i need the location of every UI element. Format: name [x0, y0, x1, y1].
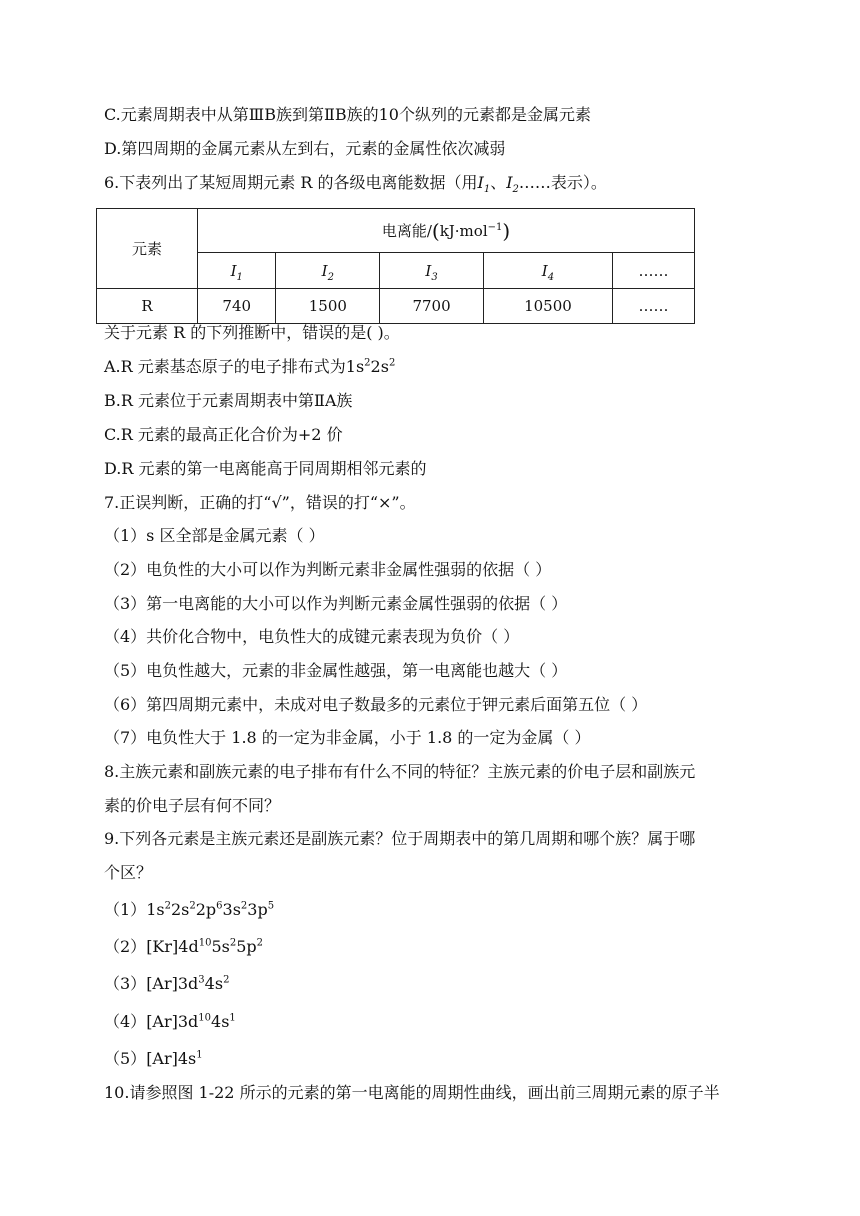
q9-item-2: $(2)[Kr]4d^{10}5s^25p^2$ — [104, 937, 263, 956]
table-cell-i3: 7700 — [380, 289, 484, 324]
table-header-element: 元素 — [97, 209, 198, 289]
ionization-energy-table — [96, 208, 695, 324]
symbol-i2: $I_2$ — [506, 173, 519, 196]
q6-question: 关于元素 R 的下列推断中，错误的是( )。 — [104, 323, 400, 342]
q8-line-1: 8.主族元素和副族元素的电子排布有什么不同的特征？主族元素的价电子层和副族元 — [104, 762, 696, 781]
table-header-energy: 电离能/(kJ·mol$^{-1}$) — [198, 209, 695, 253]
q5-option-c: C.元素周期表中从第ⅢB族到第ⅡB族的10个纵列的元素都是金属元素 — [104, 105, 591, 124]
q6-option-d: D.R 元素的第一电离能高于同周期相邻元素的 — [104, 459, 427, 478]
q7-item-3: （3）第一电离能的大小可以作为判断元素金属性强弱的依据（ ） — [104, 594, 568, 613]
q7-item-7: （7）电负性大于 1.8 的一定为非金属，小于 1.8 的一定为金属（ ） — [104, 728, 591, 747]
q8-line-2: 素的价电子层有何不同？ — [104, 796, 281, 815]
q6-stem-suffix: ……表示）。 — [518, 173, 607, 192]
q7-item-6: （6）第四周期元素中，未成对电子数最多的元素位于钾元素后面第五位（ ） — [104, 695, 648, 714]
q7-stem: 7.正误判断，正确的打“√”，错误的打“×”。 — [104, 493, 416, 512]
q9-item-5: $(5)[Ar]4s^1$ — [104, 1049, 203, 1068]
table-cell-ellipsis: …… — [612, 289, 694, 324]
table-col-i2: $I_2$ — [276, 253, 380, 289]
table-cell-i2: 1500 — [276, 289, 380, 324]
q6-option-b: B.R 元素位于元素周期表中第ⅡA族 — [104, 391, 353, 410]
table-col-i1: $I_1$ — [198, 253, 276, 289]
q6-stem — [104, 172, 607, 194]
table-col-ellipsis: …… — [612, 253, 694, 289]
q7-item-1: （1）s 区全部是金属元素（ ） — [104, 526, 325, 545]
q9-item-1: $(1)1s^22s^22p^63s^23p^5$ — [104, 900, 275, 919]
q6-option-a: A.R 元素基态原子的电子排布式为$1s^22s^2$ — [104, 357, 396, 376]
q7-item-5: （5）电负性越大，元素的非金属性越强，第一电离能也越大（ ） — [104, 661, 568, 680]
table-col-i3: $I_3$ — [380, 253, 484, 289]
q7-item-2: （2）电负性的大小可以作为判断元素非金属性强弱的依据（ ） — [104, 560, 552, 579]
q6-stem-sep: 、 — [490, 173, 507, 192]
q9-item-3: $(3)[Ar]3d^34s^2$ — [104, 974, 230, 993]
table-cell-i4: 10500 — [483, 289, 612, 324]
table-col-i4: $I_4$ — [483, 253, 612, 289]
q9-item-4: $(4)[Ar]3d^{10}4s^1$ — [104, 1012, 236, 1031]
q7-item-4: （4）共价化合物中，电负性大的成键元素表现为负价（ ） — [104, 627, 520, 646]
q6-option-c: C.R 元素的最高正化合价为+2 价 — [104, 425, 343, 444]
symbol-i1: $I_1$ — [477, 173, 491, 196]
table-cell-i1: 740 — [198, 289, 276, 324]
q6-stem-prefix: 6.下表列出了某短周期元素 R 的各级电离能数据（用 — [104, 173, 478, 192]
q9-line-2: 个区？ — [104, 863, 153, 882]
q10-line-1: 10.请参照图 1-22 所示的元素的第一电离能的周期性曲线，画出前三周期元素的原子半 — [104, 1083, 720, 1102]
table-row-element: R — [97, 289, 198, 324]
q9-line-1: 9.下列各元素是主族元素还是副族元素？位于周期表中的第几周期和哪个族？属于哪 — [104, 829, 696, 848]
q5-option-d: D.第四周期的金属元素从左到右，元素的金属性依次减弱 — [104, 139, 506, 158]
